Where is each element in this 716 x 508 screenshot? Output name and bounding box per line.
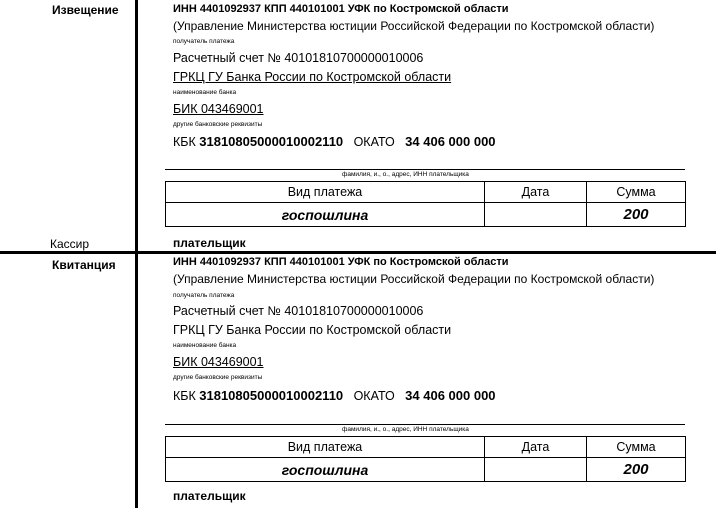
recipient-line: (Управление Министерства юстиции Российской Федерации по Костромской области)	[173, 272, 655, 286]
header-payment-type: Вид платежа	[166, 437, 485, 458]
bank-line: ГРКЦ ГУ Банка России по Костромской области	[173, 323, 452, 337]
bank-line: ГРКЦ ГУ Банка России по Костромской области	[173, 70, 452, 84]
header-payment-type: Вид платежа	[166, 182, 485, 203]
cell-payment-type: госпошлина	[166, 458, 485, 482]
payer-caption: фамилия, и., о., адрес, ИНН плательщика	[342, 171, 469, 178]
recipient-caption: получатель платежа	[173, 292, 235, 299]
okato-label: ОКАТО	[353, 135, 395, 149]
header-amount: Сумма	[587, 437, 686, 458]
payer-caption: фамилия, и., о., адрес, ИНН плательщика	[342, 426, 469, 433]
vertical-divider	[135, 0, 138, 508]
bank-caption: наименование банка	[173, 89, 237, 96]
payment-table	[165, 181, 686, 227]
bik-line: БИК 043469001	[173, 355, 264, 369]
cell-date	[485, 203, 587, 227]
okato-value: 34 406 000 000	[405, 388, 496, 403]
payer-label: плательщик	[173, 236, 246, 250]
cell-amount: 200	[587, 458, 686, 482]
kbk-value: 31810805000010002110	[199, 388, 344, 403]
kbk-label: КБК	[173, 135, 196, 149]
cell-date	[485, 458, 587, 482]
header-date: Дата	[485, 437, 587, 458]
inn-line: ИНН 4401092937 КПП 440101001 УФК по Костромской области	[173, 256, 509, 268]
kbk-value: 31810805000010002110	[199, 134, 344, 149]
other-caption: другие банковские реквизиты	[173, 374, 263, 381]
payment-table	[165, 436, 686, 482]
bik-line: БИК 043469001	[173, 102, 264, 116]
kbk-label: КБК	[173, 389, 196, 403]
receipt-title: Квитанция	[52, 258, 116, 272]
account-line: Расчетный счет № 40101810700000010006	[173, 51, 424, 65]
cashier-label: Кассир	[50, 237, 90, 251]
header-date: Дата	[485, 182, 587, 203]
bank-caption: наименование банка	[173, 342, 237, 349]
okato-label: ОКАТО	[353, 389, 395, 403]
cell-payment-type: госпошлина	[166, 203, 485, 227]
payer-line	[165, 169, 685, 170]
kbk-okato-line	[173, 388, 496, 403]
okato-value: 34 406 000 000	[405, 134, 496, 149]
payer-line	[165, 424, 685, 425]
payer-label: плательщик	[173, 489, 246, 503]
account-line: Расчетный счет № 40101810700000010006	[173, 304, 424, 318]
recipient-caption: получатель платежа	[173, 38, 235, 45]
recipient-line: (Управление Министерства юстиции Российской Федерации по Костромской области)	[173, 19, 655, 33]
cell-amount: 200	[587, 203, 686, 227]
notice-title: Извещение	[52, 3, 119, 17]
header-amount: Сумма	[587, 182, 686, 203]
section-separator	[0, 251, 716, 254]
inn-line: ИНН 4401092937 КПП 440101001 УФК по Костромской области	[173, 3, 509, 15]
other-caption: другие банковские реквизиты	[173, 121, 263, 128]
kbk-okato-line	[173, 134, 496, 149]
